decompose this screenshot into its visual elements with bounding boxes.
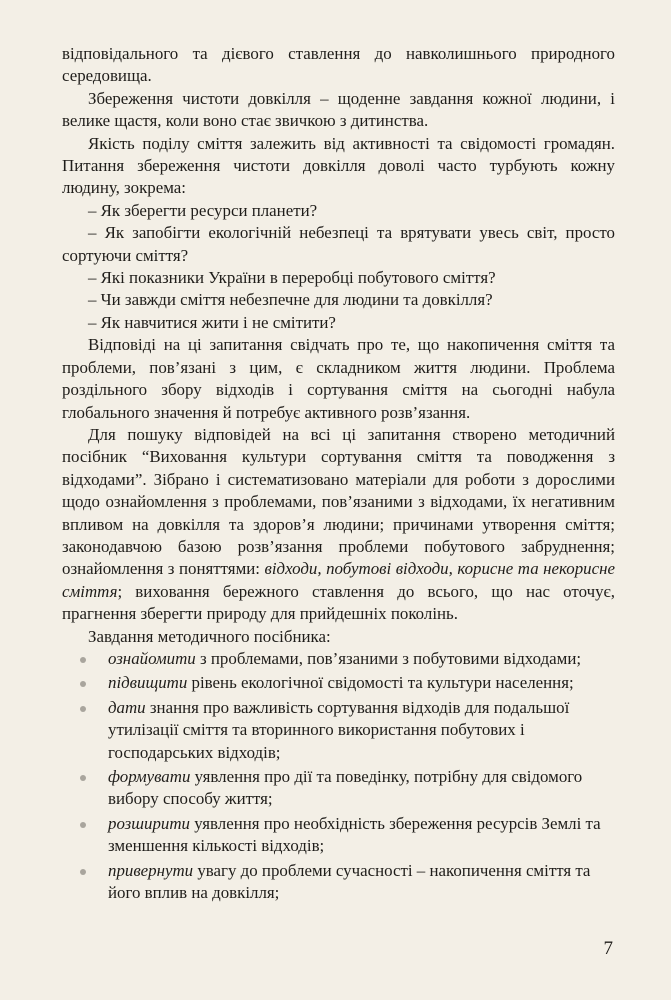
task-text: уявлення про необхідність збереження ресурсів Землі та зменшення кількості відходів;	[108, 813, 601, 856]
page-number: 7	[603, 938, 613, 959]
task-item	[62, 648, 615, 670]
task-text: з проблемами, пов’язаними з побутовими відходами;	[195, 648, 582, 668]
paragraph-3: Якість поділу сміття залежить від активності та свідомості громадян. Питання збереження чистоти довкілля доволі часто турбують кожну людину, зокрема:	[62, 133, 615, 198]
task-item	[62, 766, 615, 811]
bullet-icon	[80, 706, 86, 712]
question-1: – Як зберегти ресурси планети?	[88, 200, 318, 220]
bullet-icon	[80, 869, 86, 875]
paragraph-5-terms: відходи, побутові відходи, корисне та некорисне сміття	[62, 559, 615, 601]
paragraph-2: Збереження чистоти довкілля – щоденне завдання кожної людини, і велике щастя, коли воно стає звичкою з дитинства.	[62, 88, 615, 131]
task-item	[62, 860, 615, 905]
task-item	[62, 813, 615, 858]
paragraph-5	[62, 424, 615, 626]
paragraph-1: відповідального та дієвого ставлення до навколишнього природного середовища.	[62, 44, 615, 86]
bullet-icon	[80, 775, 86, 781]
task-verb: ознайомити	[108, 648, 196, 668]
task-text: рівень екологічної свідомості та культури населення;	[187, 673, 574, 693]
question-3: – Які показники України в переробці побутового сміття?	[88, 268, 496, 288]
task-verb: формувати	[108, 767, 191, 786]
task-text: знання про важливість сортування відходів для подальшої утилізації сміття та вторинного використання побутових і господарських відходів;	[108, 697, 570, 762]
paragraph-4: Відповіді на ці запитання свідчать про те, що накопичення сміття та проблеми, пов’язані з цим, є складником життя людини. Проблема роздільного збору відходів і сортування сміття на сьогодні набула глобального значення й потребує активного розв’язання.	[62, 335, 615, 422]
question-2: – Як запобігти екологічній небезпеці та врятувати увесь світ, просто сортуючи сміття?	[62, 223, 615, 265]
question-4: – Чи завжди сміття небезпечне для людини та довкілля?	[88, 290, 493, 310]
task-verb: підвищити	[108, 673, 188, 693]
tasks-list	[62, 648, 615, 904]
task-item	[62, 672, 615, 694]
body-text	[62, 43, 615, 906]
task-text: уявлення про дії та поведінку, потрібну для свідомого вибору способу життя;	[108, 767, 583, 809]
question-5: – Як навчитися жити і не смітити?	[88, 312, 336, 332]
tasks-heading: Завдання методичного посібника:	[88, 626, 331, 646]
paragraph-5-end: ; виховання бережного ставлення до всього, що нас оточує, прагнення зберегти природу для прийдешніх поколінь.	[62, 581, 615, 624]
bullet-icon	[80, 822, 86, 828]
bullet-icon	[80, 657, 86, 663]
task-verb: дати	[108, 697, 146, 717]
task-item	[62, 697, 615, 764]
task-text: увагу до проблеми сучасності – накопичення сміття та його вплив на довкілля;	[108, 860, 591, 903]
bullet-icon	[80, 681, 86, 687]
task-verb: розширити	[108, 813, 190, 833]
task-verb: привернути	[108, 860, 194, 880]
paragraph-5-start: Для пошуку відповідей на всі ці запитання створено методичний посібник “Виховання культури сортування сміття та поводження з відходами”. Зібрано і систематизовано матеріали для роботи з дорослими щодо ознайомлення з проблемами, пов’язаними з відходами, їх негативним впливом на довкілля та здоров’я людини; причинами утворення сміття; законодавчою базою розв’язання проблеми побутового забруднення; ознайомлення з поняттями:	[62, 424, 615, 579]
